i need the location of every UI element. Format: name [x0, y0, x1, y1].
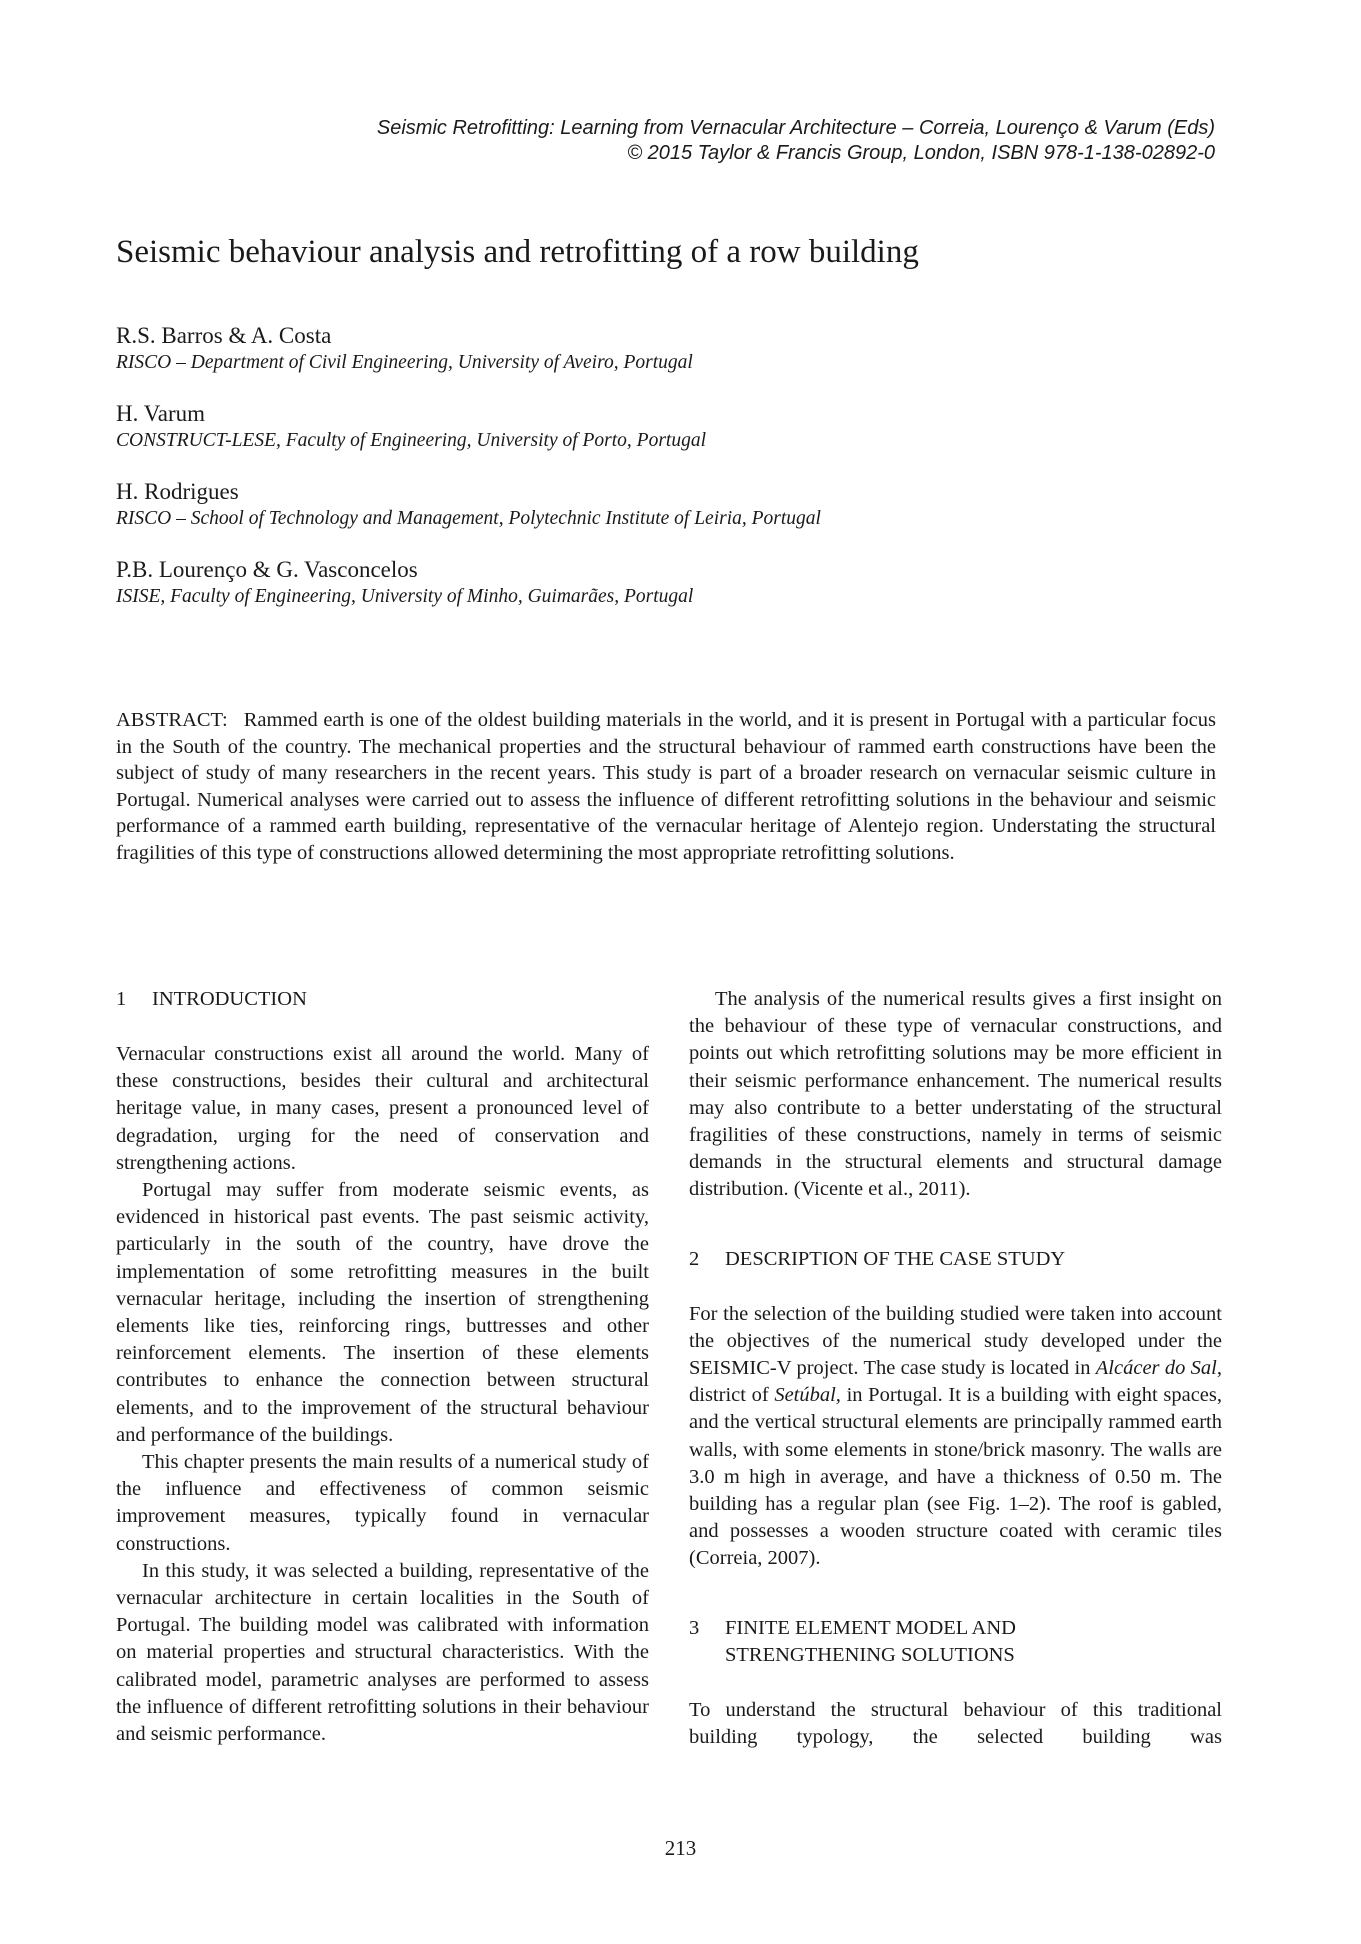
- author-block: [116, 556, 693, 610]
- author-affiliation: RISCO – School of Technology and Management, Polytechnic Institute of Leiria, Portugal: [116, 508, 821, 529]
- abstract-text: Rammed earth is one of the oldest building materials in the world, and it is present in Portugal with a particular focus in the South of the country. The mechanical properties and the structural behaviour of rammed earth constructions have been the subject of study of many researchers in the recent years. This study is part of a broader research on vernacular seismic culture in Portugal. Numerical analyses were carried out to assess the influence of different retrofitting solutions in the behaviour and seismic performance of a rammed earth building, representative of the vernacular heritage of Alentejo region. Understating the structural fragilities of this type of constructions allowed determining the most appropriate retrofitting solutions.: [116, 709, 1216, 864]
- section-title: [725, 1615, 1016, 1669]
- section-number: 1: [116, 988, 127, 1010]
- left-column: [116, 986, 649, 1748]
- body-paragraph: The analysis of the numerical results gives a first insight on the behaviour of these type of vernacular constructions, and points out which retrofitting solutions may be more efficient in their seismic performance enhancement. The numerical results may also contribute to a better understating of the structural fragilities of these constructions, namely in terms of seismic demands in the structural elements and structural damage distribution. (Vicente et al., 2011).: [689, 988, 1222, 1201]
- section-number: 3: [689, 1616, 700, 1639]
- section-heading-introduction: [116, 986, 649, 1013]
- place-name: Alcácer do Sal: [1095, 1357, 1217, 1380]
- author-name: H. Rodrigues: [116, 479, 239, 504]
- running-header-book: Seismic Retrofitting: Learning from Vernacular Architecture – Correia, Lourenço & Varum (Eds): [376, 117, 1215, 139]
- body-paragraph: Vernacular constructions exist all around the world. Many of these constructions, besides their cultural and architectural heritage value, in many cases, present a pronounced level of degradation, urging for the need of conservation and strengthening actions.: [116, 1043, 649, 1174]
- body-paragraph: Portugal may suffer from moderate seismic events, as evidenced in historical past events. The past seismic activity, particularly in the south of the country, have drove the implementation of some retrofitting measures in the built vernacular heritage, including the insertion of strengthening elements like ties, reinforcing rings, buttresses and other reinforcement elements. The insertion of these elements contributes to enhance the connection between structural elements, and to the improvement of the structural behaviour and performance of the buildings.: [116, 1179, 649, 1446]
- text-run: in Portugal. It is a building with eight spaces, and the vertical structural elements are principally rammed earth walls, with some elements in stone/brick masonry. The walls are 3.0 m high in average, and have a thickness of 0.50 m. The building has a regular plan (see Fig. 1–2). The roof is gabled, and possesses a wooden structure coated with ceramic tiles (Correia, 2007).: [689, 1384, 1222, 1570]
- section-heading-case-study: [689, 1246, 1222, 1273]
- section-number: 2: [689, 1247, 700, 1270]
- author-block: [116, 322, 693, 376]
- author-affiliation: ISISE, Faculty of Engineering, University of Minho, Guimarães, Portugal: [116, 586, 694, 607]
- section-title: INTRODUCTION: [152, 988, 307, 1010]
- paper-title: Seismic behaviour analysis and retrofitting of a row building: [116, 234, 919, 270]
- author-affiliation: CONSTRUCT-LESE, Faculty of Engineering, University of Porto, Portugal: [116, 430, 707, 451]
- author-name: H. Varum: [116, 401, 206, 426]
- body-paragraph: [689, 1301, 1222, 1573]
- author-name: P.B. Lourenço & G. Vasconcelos: [116, 557, 418, 582]
- abstract-label: ABSTRACT:: [116, 709, 228, 731]
- page-number: 213: [664, 1836, 697, 1860]
- author-block: [116, 400, 706, 454]
- body-paragraph: In this study, it was selected a building, representative of the vernacular architecture in certain localities in the South of Portugal. The building model was calibrated with information on material properties and structural characteristics. With the calibrated model, parametric analyses are performed to assess the influence of different retrofitting solutions in their behaviour and seismic performance.: [116, 1559, 649, 1746]
- running-header: [165, 116, 1215, 166]
- text-run: For the selection of the building studied were taken into account the objectives of the numerical study developed under the SEISMIC-V project. The case study is located in: [689, 1302, 1222, 1380]
- section-heading-fem: [689, 1615, 1222, 1669]
- body-paragraph: To understand the structural behaviour of this traditional building typology, the selected building was: [689, 1698, 1222, 1748]
- right-column: [689, 986, 1222, 1751]
- body-paragraph: This chapter presents the main results of a numerical study of the influence and effectiveness of common seismic improvement measures, typically found in vernacular constructions.: [116, 1451, 649, 1555]
- section-title-line: STRENGTHENING SOLUTIONS: [725, 1643, 1015, 1666]
- text-run: , district of: [689, 1357, 1222, 1407]
- district-name: Setúbal,: [774, 1384, 841, 1407]
- abstract: [116, 707, 1216, 866]
- author-affiliation: RISCO – Department of Civil Engineering, University of Aveiro, Portugal: [116, 352, 693, 373]
- author-block: [116, 478, 821, 532]
- author-name: R.S. Barros & A. Costa: [116, 323, 332, 348]
- section-title-line: FINITE ELEMENT MODEL AND: [725, 1616, 1016, 1639]
- section-title: DESCRIPTION OF THE CASE STUDY: [725, 1247, 1066, 1270]
- running-header-copyright: © 2015 Taylor & Francis Group, London, ISBN 978-1-138-02892-0: [627, 142, 1215, 164]
